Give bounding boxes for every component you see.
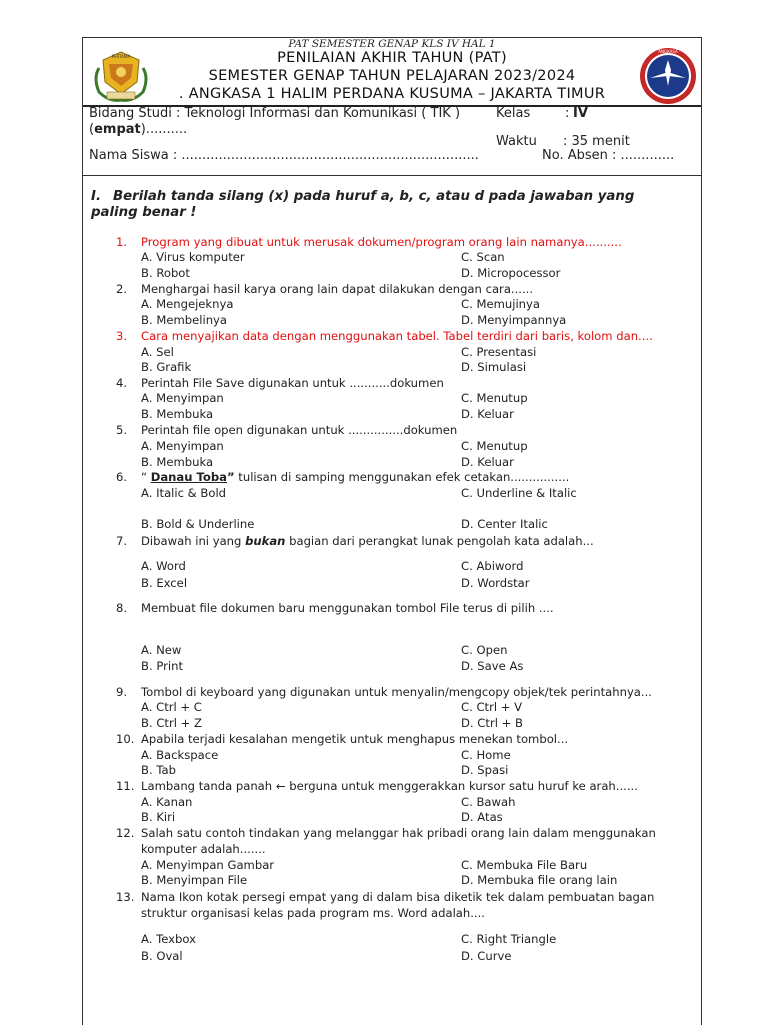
question-text: Perintah File Save digunakan untuk ...........dokumen xyxy=(141,376,444,390)
answer-option[interactable]: C. Abiword xyxy=(461,559,524,573)
question-number: 12. xyxy=(116,826,135,840)
answer-option[interactable]: C. Presentasi xyxy=(461,345,537,359)
question-text: Tombol di keyboard yang digunakan untuk menyalin/mengcopy objek/tek perintahnya... xyxy=(141,685,652,699)
logo-left-caption: PERTAMA xyxy=(111,54,131,59)
logo-right-caption: ANGKASA xyxy=(658,49,678,54)
question-number: 5. xyxy=(116,423,128,437)
question-text: Perintah file open digunakan untuk ...............dokumen xyxy=(141,423,458,437)
answer-option[interactable]: D. Keluar xyxy=(461,407,514,421)
answer-option[interactable]: C. Ctrl + V xyxy=(461,700,523,714)
class-label: Kelas xyxy=(496,106,531,121)
answer-option[interactable]: B. Oval xyxy=(141,949,183,963)
answer-option[interactable]: D. Simulasi xyxy=(461,360,527,374)
absence-number-field: No. Absen : ............. xyxy=(542,148,675,163)
answer-option[interactable]: B. Membelinya xyxy=(141,313,228,327)
answer-option[interactable]: A. Menyimpan Gambar xyxy=(141,858,275,872)
question-number: 3. xyxy=(116,329,128,343)
answer-option[interactable]: B. Bold & Underline xyxy=(141,517,255,531)
question-text: Apabila terjadi kesalahan mengetik untuk menghapus menekan tombol... xyxy=(141,732,569,746)
answer-option[interactable]: B. Print xyxy=(141,659,183,673)
question-number: 11. xyxy=(116,779,135,793)
answer-option[interactable]: D. Menyimpannya xyxy=(461,313,567,327)
question-text: Membuat file dokumen baru menggunakan tombol File terus di pilih .... xyxy=(141,601,554,615)
answer-option[interactable]: C. Right Triangle xyxy=(461,932,557,946)
answer-option[interactable]: B. Tab xyxy=(141,763,176,777)
answer-option[interactable]: D. Keluar xyxy=(461,455,514,469)
question-text-line2: struktur organisasi kelas pada program ms. Word adalah.... xyxy=(141,906,485,920)
answer-option[interactable]: D. Membuka file orang lain xyxy=(461,873,618,887)
question-text-line2: komputer adalah....... xyxy=(141,842,266,856)
answer-option[interactable]: A. Word xyxy=(141,559,186,573)
answer-option[interactable]: B. Membuka xyxy=(141,407,214,421)
question-text: Salah satu contoh tindakan yang melanggar hak pribadi orang lain dalam menggunakan xyxy=(141,826,656,840)
header-title-3: . ANGKASA 1 HALIM PERDANA KUSUMA – JAKARTA TIMUR xyxy=(178,86,606,102)
time-value: : 35 menit xyxy=(563,134,630,149)
answer-option[interactable]: D. Center Italic xyxy=(461,517,548,531)
question-text: Cara menyajikan data dengan menggunakan tabel. Tabel terdiri dari baris, kolom dan.... xyxy=(141,329,653,343)
answer-option[interactable]: A. Kanan xyxy=(141,795,193,809)
instruction-numeral: I. xyxy=(91,189,101,204)
question-text: “ Danau Toba” tulisan di samping menggunakan efek cetakan................ xyxy=(141,470,570,484)
answer-option[interactable]: B. Robot xyxy=(141,266,190,280)
answer-option[interactable]: A. Italic & Bold xyxy=(141,486,227,500)
question-text: Nama Ikon kotak persegi empat yang di dalam bisa diketik tek dalam pembuatan bagan xyxy=(141,890,655,904)
question-text: Lambang tanda panah ← berguna untuk menggerakkan kursor satu huruf ke arah...... xyxy=(141,779,638,793)
question-number: 1. xyxy=(116,235,128,249)
answer-option[interactable]: D. Micropocessor xyxy=(461,266,561,280)
answer-option[interactable]: C. Memujinya xyxy=(461,297,540,311)
class-colon: : xyxy=(565,106,570,121)
answer-option[interactable]: A. Mengejeknya xyxy=(141,297,234,311)
question-number: 13. xyxy=(116,890,135,904)
exam-page xyxy=(82,37,702,1025)
question-text: Program yang dibuat untuk merusak dokumen/program orang lain namanya.......... xyxy=(141,235,622,249)
answer-option[interactable]: A. Ctrl + C xyxy=(141,700,202,714)
answer-option[interactable]: B. Menyimpan File xyxy=(141,873,248,887)
class-value: IV xyxy=(573,106,588,121)
question-number: 10. xyxy=(116,732,135,746)
answer-option[interactable]: C. Menutup xyxy=(461,391,528,405)
info-divider xyxy=(83,175,701,176)
answer-option[interactable]: D. Save As xyxy=(461,659,524,673)
answer-option[interactable]: A. Texbox xyxy=(141,932,196,946)
answer-option[interactable]: B. Grafik xyxy=(141,360,192,374)
question-text: Dibawah ini yang bukan bagian dari perangkat lunak pengolah kata adalah... xyxy=(141,534,594,548)
answer-option[interactable]: D. Ctrl + B xyxy=(461,716,523,730)
answer-option[interactable]: A. New xyxy=(141,643,182,657)
question-number: 8. xyxy=(116,601,128,615)
answer-option[interactable]: A. Sel xyxy=(141,345,174,359)
question-number: 6. xyxy=(116,470,128,484)
answer-option[interactable]: A. Virus komputer xyxy=(141,250,245,264)
answer-option[interactable]: B. Membuka xyxy=(141,455,214,469)
header-title-1: PENILAIAN AKHIR TAHUN (PAT) xyxy=(277,50,507,66)
time-label: Waktu xyxy=(496,134,537,149)
answer-option[interactable]: D. Atas xyxy=(461,810,503,824)
header-title-2: SEMESTER GENAP TAHUN PELAJARAN 2023/2024 xyxy=(208,68,576,84)
question-text: Menghargai hasil karya orang lain dapat dilakukan dengan cara...... xyxy=(141,282,534,296)
answer-option[interactable]: C. Home xyxy=(461,748,511,762)
answer-option[interactable]: D. Wordstar xyxy=(461,576,530,590)
answer-option[interactable]: C. Open xyxy=(461,643,508,657)
answer-option[interactable]: C. Bawah xyxy=(461,795,516,809)
answer-option[interactable]: C. Underline & Italic xyxy=(461,486,577,500)
answer-option[interactable]: A. Backspace xyxy=(141,748,219,762)
answer-option[interactable]: D. Curve xyxy=(461,949,512,963)
question-number: 7. xyxy=(116,534,128,548)
student-name-field: Nama Siswa : ........................................................................ xyxy=(89,148,479,163)
answer-option[interactable]: C. Menutup xyxy=(461,439,528,453)
page-top-note: PAT SEMESTER GENAP KLS IV HAL 1 xyxy=(288,38,496,50)
answer-option[interactable]: B. Kiri xyxy=(141,810,176,824)
answer-option[interactable]: D. Spasi xyxy=(461,763,509,777)
answer-option[interactable]: B. Ctrl + Z xyxy=(141,716,202,730)
question-number: 2. xyxy=(116,282,128,296)
answer-option[interactable]: B. Excel xyxy=(141,576,188,590)
answer-option[interactable]: C. Scan xyxy=(461,250,505,264)
class-words: (empat).......... xyxy=(89,122,188,137)
answer-option[interactable]: A. Menyimpan xyxy=(141,391,224,405)
answer-option[interactable]: A. Menyimpan xyxy=(141,439,224,453)
instruction-text: Berilah tanda silang (x) pada huruf a, b, c, atau d pada jawaban yang paling benar ! xyxy=(91,189,635,220)
left-arrow-icon: ← xyxy=(275,779,286,793)
question-number: 9. xyxy=(116,685,128,699)
instruction xyxy=(91,189,681,221)
answer-option[interactable]: C. Membuka File Baru xyxy=(461,858,588,872)
question-number: 4. xyxy=(116,376,128,390)
subject-label: Bidang Studi : Teknologi Informasi dan Komunikasi ( TIK ) xyxy=(89,106,461,121)
